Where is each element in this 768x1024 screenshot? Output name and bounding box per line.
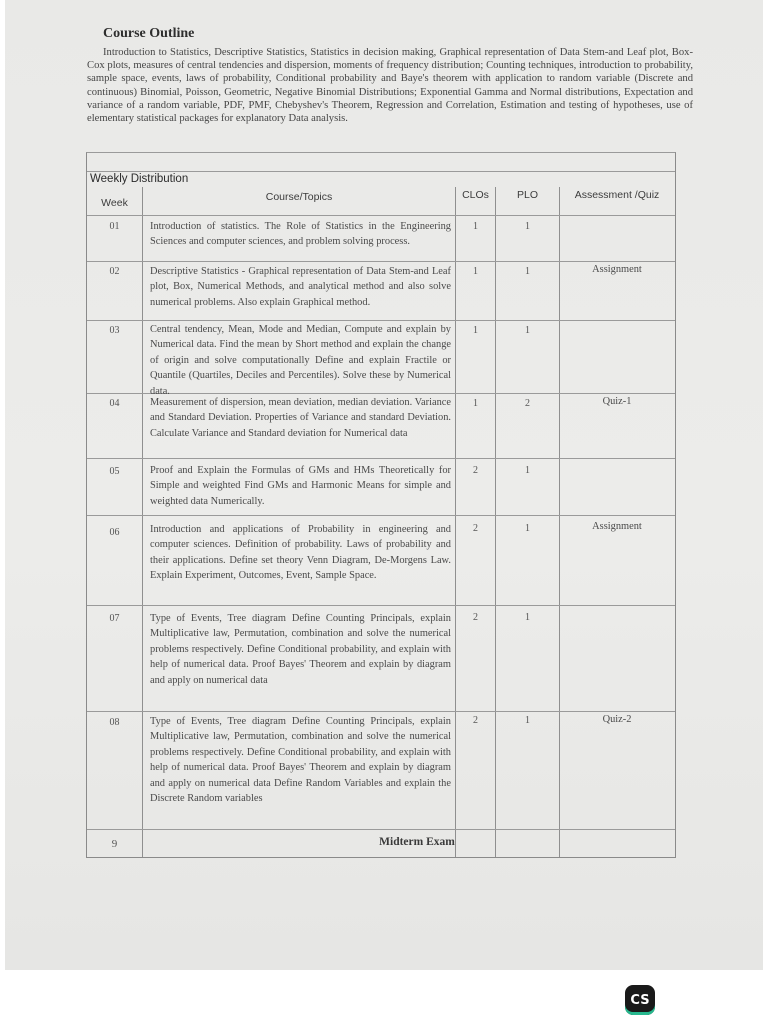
midterm-label: Midterm Exam	[379, 836, 455, 848]
column-header-plo: PLO	[516, 189, 538, 201]
row-divider	[87, 320, 675, 321]
column-divider	[455, 187, 456, 857]
column-header-assessment: Assessment /Quiz	[574, 189, 660, 201]
assessment-value: Quiz-2	[602, 714, 632, 725]
topic-text: Proof and Explain the Formulas of GMs and HMs Theoretically for Simple and weighted Find GMs and Harmonic Means for simple and weighted data Numerically.	[150, 465, 451, 507]
row-divider	[87, 515, 675, 516]
midterm-week-number: 9	[111, 838, 118, 850]
plo-value: 1	[525, 266, 530, 277]
assessment-value: Quiz-1	[602, 396, 632, 407]
scanned-page	[5, 0, 763, 970]
column-header-clos: CLOs	[462, 189, 489, 201]
column-header-topics: Course/Topics	[265, 191, 333, 203]
clo-value: 2	[473, 465, 478, 476]
row-divider	[87, 215, 675, 216]
week-number: 07	[109, 613, 120, 624]
topic-text: Type of Events, Tree diagram Define Counting Principals, explain Multiplicative law, Permutation, combination and solve the numerical problems respectively. Define Conditional probability, and explain with help of numerical data. Proof Bayes' Theorem and explain by diagram and apply on numerical data Define Random Variables and explain the Discrete Random variables	[150, 716, 451, 805]
week-number: 02	[109, 266, 120, 277]
row-divider	[87, 711, 675, 712]
plo-value: 1	[525, 523, 530, 534]
plo-value: 1	[525, 221, 530, 232]
clo-value: 1	[473, 266, 478, 277]
topic-text: Type of Events, Tree diagram Define Counting Principals, explain Multiplicative law, Permutation, combination and solve the numerical problems respectively. Define Conditional probability, and explain with help of numerical data. Proof Bayes' Theorem and explain by diagram and apply on numerical data	[150, 613, 451, 686]
plo-value: 1	[525, 715, 530, 726]
row-divider	[87, 261, 675, 262]
row-divider	[87, 605, 675, 606]
weekly-distribution-table	[86, 152, 676, 858]
week-number: 03	[109, 325, 120, 336]
topic-text: Measurement of dispersion, mean deviation, median deviation. Variance and Standard Deviation. Properties of Variance and standard Deviation. Calculate Variance and Standard deviation for Numerical data	[150, 397, 451, 439]
clo-value: 1	[473, 221, 478, 232]
topic-text: Central tendency, Mean, Mode and Median, Compute and explain by Numerical data. Find the mean by Short method and explain the change of origin and solve computationally Define and explain Fractile or Quantile (Quartiles, Deciles and Percentiles). Solve these by Numerical data.	[150, 324, 451, 397]
column-divider	[142, 187, 143, 857]
week-number: 08	[109, 717, 120, 728]
column-header-week: Week	[101, 197, 128, 209]
plo-value: 1	[525, 325, 530, 336]
plo-value: 1	[525, 612, 530, 623]
course-outline-paragraph: Introduction to Statistics, Descriptive Statistics, Statistics in decision making, Graphical representation of Data Stem-and Leaf plot, Box-Cox plots, measures of central tendencies and dispersion, moments of frequency distribution; Counting techniques, introduction to probability, sample space, events, laws of probability, Conditional probability and Baye's theorem with application to random variable (Discrete and continuous) Binomial, Poisson, Geometric, Negative Binomial Distributions; Exponential Gamma and Normal distributions, Expectation and variance of a random variable, PDF, PMF, Chebyshev's Theorem, Regression and Correlation, Estimation and testing of hypotheses, use of elementary statistical packages for explanatory Data analysis.	[87, 47, 693, 125]
clo-value: 1	[473, 398, 478, 409]
topic-text: Descriptive Statistics - Graphical representation of Data Stem-and Leaf plot, Box, Numerical Methods, and analytical method and also solve numerical problems. Also explain Graphical method.	[150, 266, 451, 308]
clo-value: 2	[473, 523, 478, 534]
clo-value: 1	[473, 325, 478, 336]
page-title: Course Outline	[103, 26, 195, 41]
assessment-value: Assignment	[592, 521, 642, 532]
plo-value: 2	[525, 398, 530, 409]
logo-text: CS	[630, 992, 650, 1008]
week-number: 04	[109, 398, 120, 409]
clo-value: 2	[473, 612, 478, 623]
week-number: 06	[109, 527, 120, 538]
assessment-value: Assignment	[592, 264, 642, 275]
row-divider	[87, 458, 675, 459]
table-heading: Weekly Distribution	[90, 173, 189, 185]
column-divider	[495, 187, 496, 857]
topic-text: Introduction of statistics. The Role of Statistics in the Engineering Sciences and computer sciences, and problem solving process.	[150, 221, 451, 248]
row-divider	[87, 829, 675, 830]
camscanner-logo-icon	[625, 985, 655, 1015]
week-number: 01	[109, 221, 120, 232]
topic-text: Introduction and applications of Probability in engineering and computer sciences. Definition of probability. Laws of probability and their applications. Define set theory Venn Diagram, De-Morgens Law. Explain Experiment, Outcomes, Event, Sample Space.	[150, 524, 451, 582]
week-number: 05	[109, 466, 120, 477]
clo-value: 2	[473, 715, 478, 726]
plo-value: 1	[525, 465, 530, 476]
table-top-strip	[87, 153, 675, 172]
